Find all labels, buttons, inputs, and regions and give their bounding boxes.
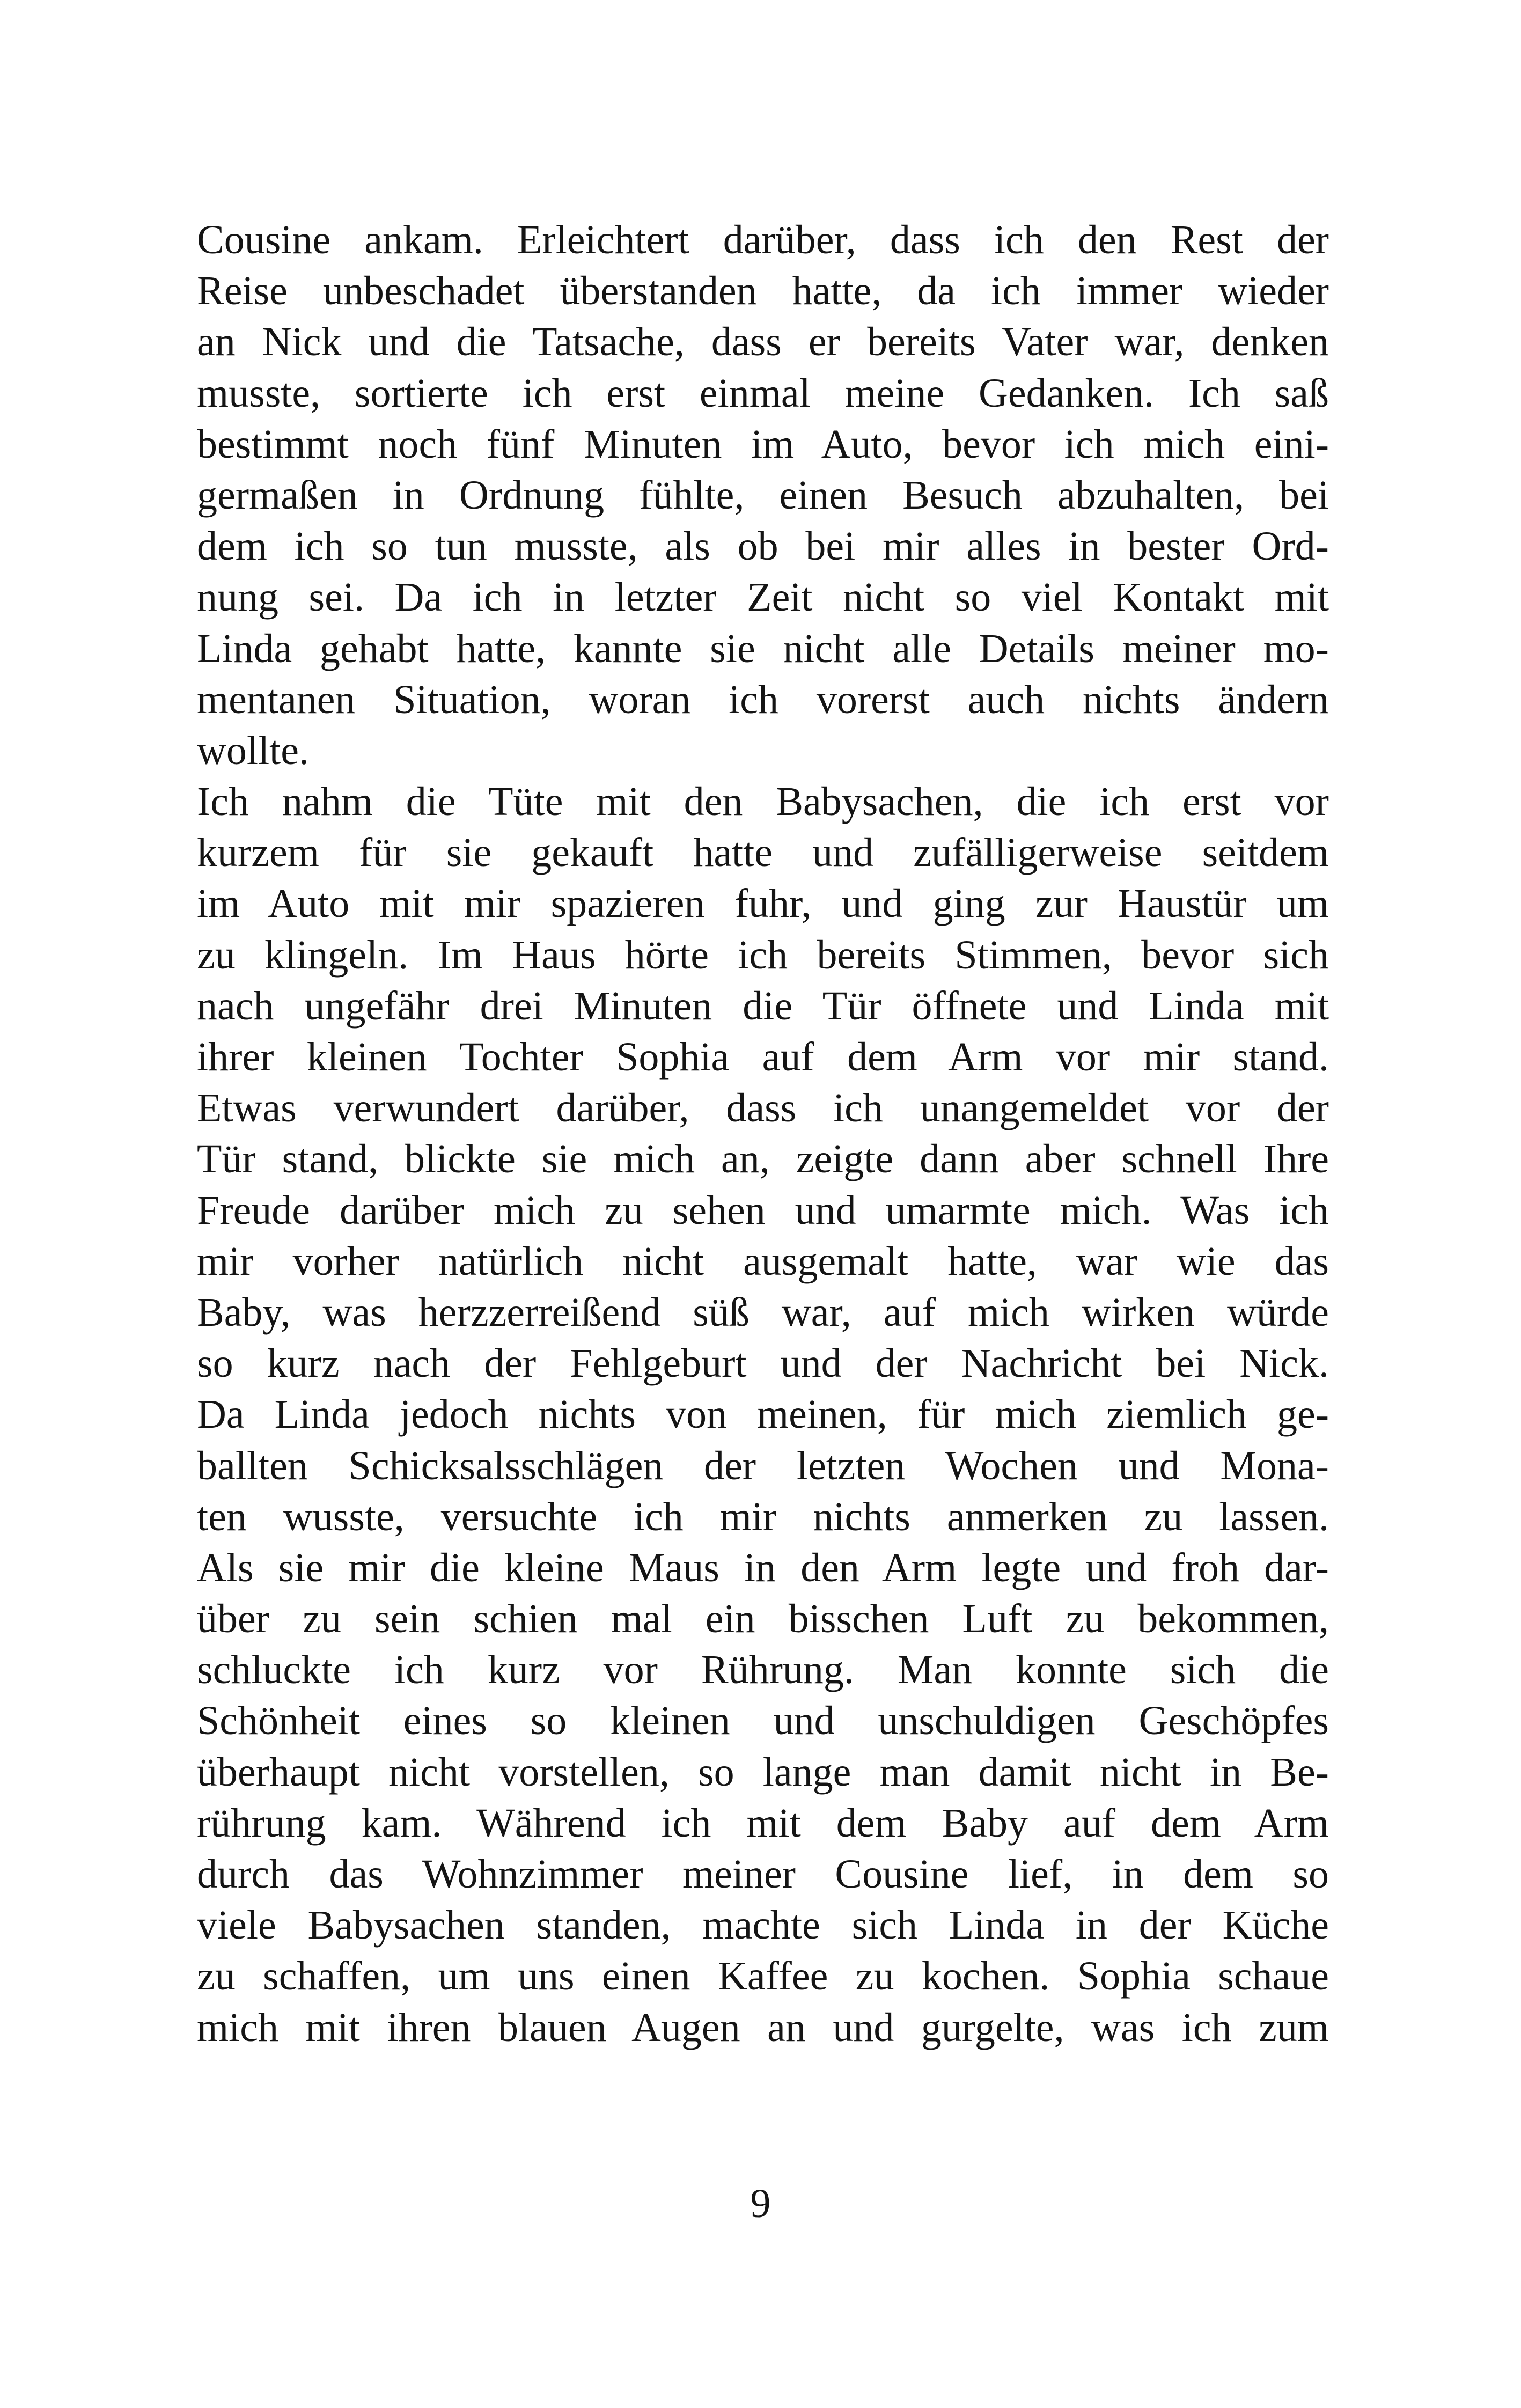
- text-line: durch das Wohnzimmer meiner Cousine lief, in dem so: [197, 1852, 1329, 1897]
- text-line: zu klingeln. Im Haus hörte ich bereits Stimmen, bevor sich: [197, 932, 1329, 978]
- text-line: musste, sortierte ich erst einmal meine Gedanken. Ich saß: [197, 370, 1329, 416]
- text-line: rührung kam. Während ich mit dem Baby auf dem Arm: [197, 1800, 1329, 1846]
- text-line: schluckte ich kurz vor Rührung. Man konnte sich die: [197, 1647, 1329, 1693]
- text-line: ihrer kleinen Tochter Sophia auf dem Arm vor mir stand.: [197, 1034, 1329, 1080]
- text-line: nach ungefähr drei Minuten die Tür öffnete und Linda mit: [197, 983, 1329, 1029]
- text-line: zu schaffen, um uns einen Kaffee zu kochen. Sophia schaue: [197, 1954, 1329, 1999]
- text-line: so kurz nach der Fehlgeburt und der Nachricht bei Nick.: [197, 1341, 1329, 1386]
- text-line: nung sei. Da ich in letzter Zeit nicht so viel Kontakt mit: [197, 575, 1329, 620]
- text-line: Linda gehabt hatte, kannte sie nicht alle Details meiner mo-: [197, 626, 1329, 671]
- text-line: Tür stand, blickte sie mich an, zeigte dann aber schnell Ihre: [197, 1136, 1329, 1182]
- text-line: Cousine ankam. Erleichtert darüber, dass ich den Rest der: [197, 217, 1329, 262]
- text-line: mir vorher natürlich nicht ausgemalt hatte, war wie das: [197, 1238, 1329, 1284]
- text-line: germaßen in Ordnung fühlte, einen Besuch abzuhalten, bei: [197, 472, 1329, 518]
- text-line: Baby, was herzzerreißend süß war, auf mich wirken würde: [197, 1289, 1329, 1335]
- text-line: ten wusste, versuchte ich mir nichts anmerken zu lassen.: [197, 1494, 1329, 1539]
- text-line: an Nick und die Tatsache, dass er bereits Vater war, denken: [197, 319, 1329, 365]
- text-line: überhaupt nicht vorstellen, so lange man damit nicht in Be-: [197, 1749, 1329, 1795]
- text-line: über zu sein schien mal ein bisschen Luft zu bekommen,: [197, 1596, 1329, 1642]
- text-line: Ich nahm die Tüte mit den Babysachen, die ich erst vor: [197, 779, 1329, 825]
- text-line: Freude darüber mich zu sehen und umarmte mich. Was ich: [197, 1187, 1329, 1233]
- text-line: im Auto mit mir spazieren fuhr, und ging zur Haustür um: [197, 881, 1329, 927]
- text-line: bestimmt noch fünf Minuten im Auto, bevor ich mich eini-: [197, 421, 1329, 467]
- text-line: Etwas verwundert darüber, dass ich unangemeldet vor der: [197, 1085, 1329, 1131]
- text-line: Als sie mir die kleine Maus in den Arm legte und froh dar-: [197, 1545, 1329, 1590]
- text-line-paragraph-end: wollte.: [197, 728, 309, 773]
- text-line: viele Babysachen standen, machte sich Linda in der Küche: [197, 1903, 1329, 1948]
- text-line: ballten Schicksalsschlägen der letzten Wochen und Mona-: [197, 1443, 1329, 1488]
- page-number: 9: [750, 2181, 771, 2226]
- text-line: mentanen Situation, woran ich vorerst auch nichts ändern: [197, 677, 1329, 722]
- text-line: kurzem für sie gekauft hatte und zufälligerweise seitdem: [197, 830, 1329, 876]
- text-line: Da Linda jedoch nichts von meinen, für mich ziemlich ge-: [197, 1392, 1329, 1437]
- text-line: dem ich so tun musste, als ob bei mir alles in bester Ord-: [197, 524, 1329, 569]
- text-line: mich mit ihren blauen Augen an und gurgelte, was ich zum: [197, 2005, 1329, 2050]
- text-line: Reise unbeschadet überstanden hatte, da ich immer wieder: [197, 268, 1329, 314]
- text-line: Schönheit eines so kleinen und unschuldigen Geschöpfes: [197, 1698, 1329, 1744]
- body-text: [197, 215, 1329, 2053]
